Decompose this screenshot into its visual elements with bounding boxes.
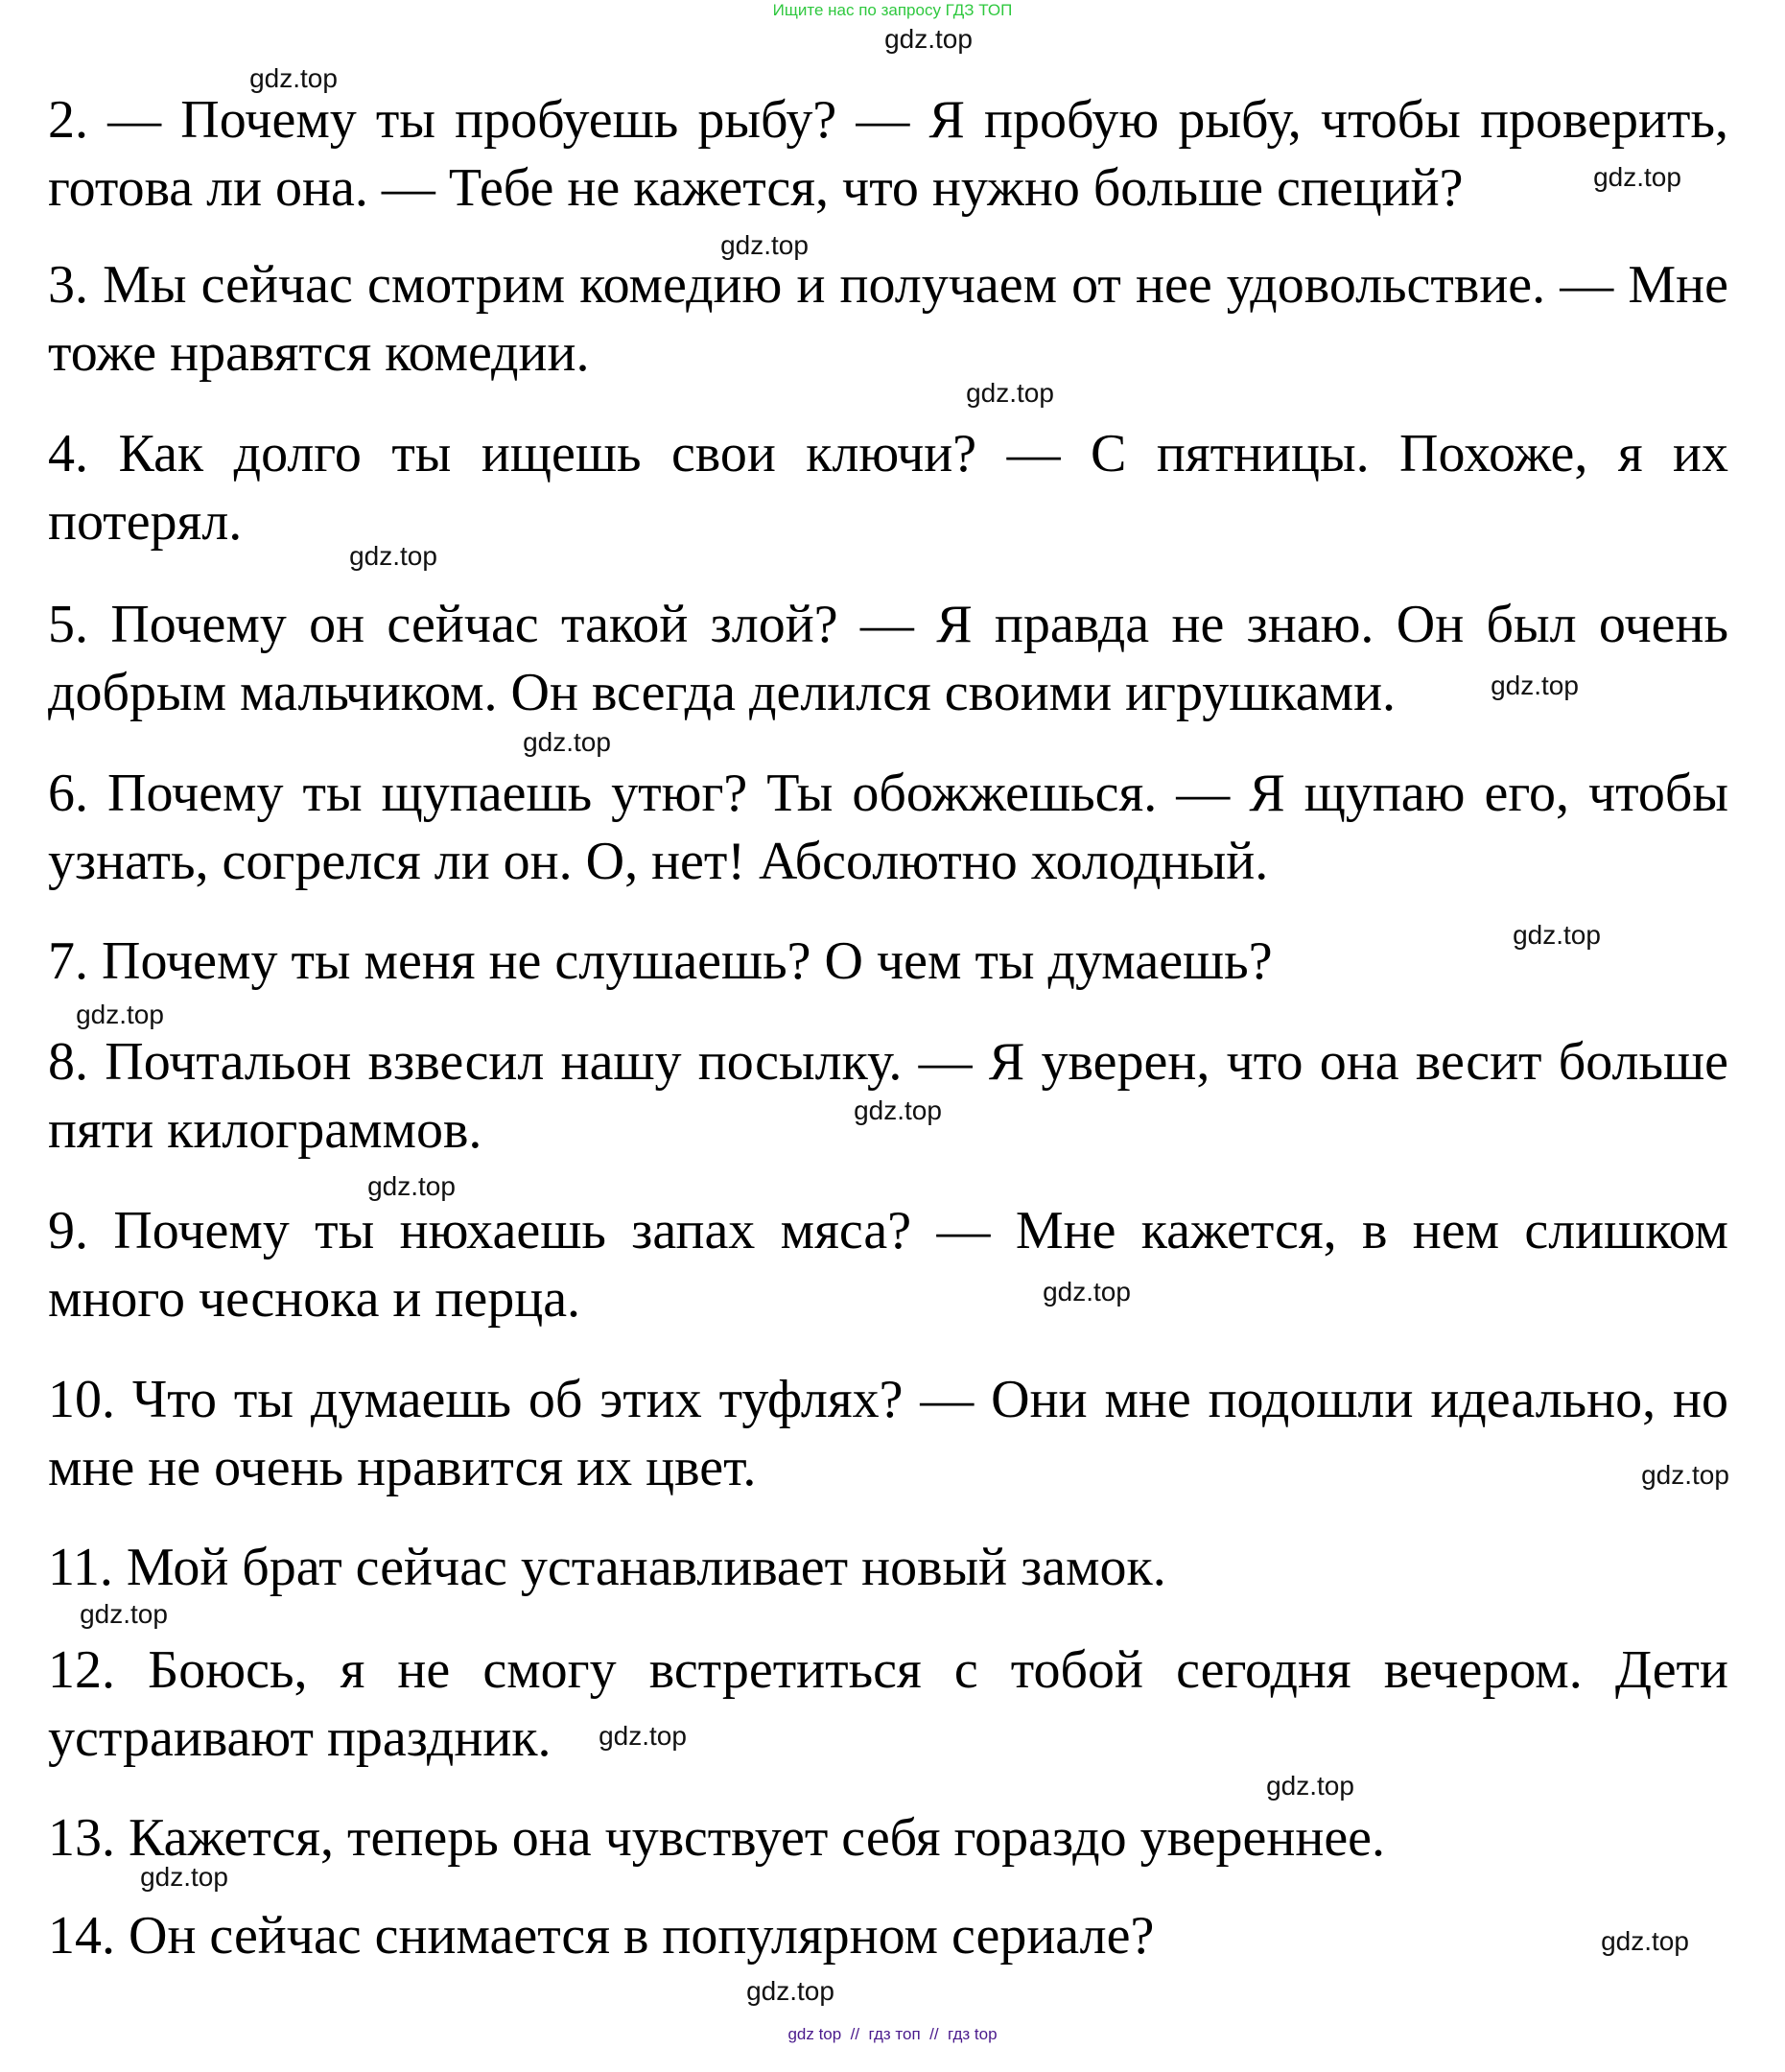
answer-item-9: 9. Почему ты нюхаешь запах мяса? — Мне кажется, в нем слишком много чеснока и перца. bbox=[48, 1201, 1728, 1329]
watermark: gdz.top bbox=[523, 727, 611, 757]
answer-item-6: 6. Почему ты щупаешь утюг? Ты обожжешься. — Я щупаю его, чтобы узнать, согрелся ли он. О, нет! Абсолютно холодный. bbox=[48, 764, 1728, 891]
answer-item-10: 10. Что ты думаешь об этих туфлях? — Они мне подошли идеально, но мне не очень нравится их цвет. bbox=[48, 1370, 1728, 1497]
answer-item-3: 3. Мы сейчас смотрим комедию и получаем от нее удовольствие. — Мне тоже нравятся комедии. bbox=[48, 255, 1728, 383]
answer-item-11: 11. Мой брат сейчас устанавливает новый замок. bbox=[48, 1538, 1166, 1597]
answer-item-7: 7. Почему ты меня не слушаешь? О чем ты думаешь? bbox=[48, 931, 1273, 991]
answer-item-13: 13. Кажется, теперь она чувствует себя гораздо увереннее. bbox=[48, 1808, 1386, 1868]
watermark: gdz.top bbox=[746, 1976, 834, 2006]
watermark: gdz.top bbox=[1601, 1926, 1689, 1956]
watermark: gdz.top bbox=[367, 1171, 456, 1201]
answer-item-5: 5. Почему он сейчас такой злой? — Я правда не знаю. Он был очень добрым мальчиком. Он всегда делился своими игрушками. bbox=[48, 595, 1728, 722]
watermark: gdz.top bbox=[1641, 1460, 1729, 1490]
watermark: gdz.top bbox=[966, 378, 1054, 408]
watermark: gdz.top bbox=[249, 63, 338, 93]
search-banner: Ищите нас по запросу ГДЗ ТОП bbox=[772, 1, 1013, 19]
watermark: gdz.top bbox=[854, 1095, 942, 1125]
answer-item-8: 8. Почтальон взвесил нашу посылку. — Я уверен, что она весит больше пяти килограммов. bbox=[48, 1032, 1728, 1160]
answer-item-4: 4. Как долго ты ищешь свои ключи? — С пятницы. Похоже, я их потерял. bbox=[48, 424, 1728, 552]
answer-item-12: 12. Боюсь, я не смогу встретиться с тобой сегодня вечером. Дети устраивают праздник. bbox=[48, 1640, 1728, 1768]
watermark: gdz.top bbox=[76, 1000, 164, 1029]
watermark: gdz.top bbox=[140, 1862, 228, 1892]
answer-item-14: 14. Он сейчас снимается в популярном сериале? bbox=[48, 1906, 1155, 1966]
answer-item-2: 2. — Почему ты пробуешь рыбу? — Я пробую рыбу, чтобы проверить, готова ли она. — Тебе не кажется, что нужно больше специй? bbox=[48, 90, 1728, 218]
watermark: gdz.top bbox=[720, 230, 809, 260]
watermark: gdz.top bbox=[1043, 1277, 1131, 1307]
watermark: gdz.top bbox=[599, 1721, 687, 1751]
watermark: gdz.top bbox=[1513, 920, 1601, 950]
watermark: gdz.top bbox=[1266, 1771, 1354, 1801]
watermark: gdz.top bbox=[884, 24, 973, 54]
watermark: gdz.top bbox=[1491, 671, 1579, 700]
watermark: gdz.top bbox=[349, 541, 437, 571]
watermark: gdz.top bbox=[1593, 162, 1681, 192]
footer-links: gdz top // гдз топ // гдз top bbox=[787, 2025, 998, 2043]
watermark: gdz.top bbox=[80, 1599, 168, 1629]
